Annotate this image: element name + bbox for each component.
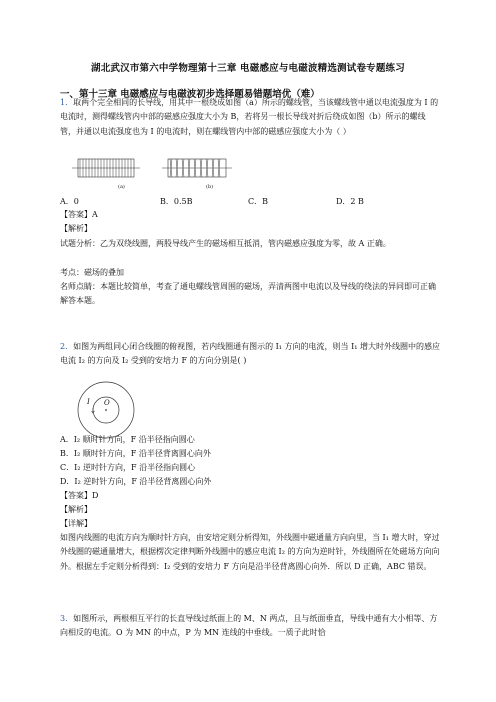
question-1-point: 考点：磁场的叠加 — [60, 268, 124, 277]
question-2-analysis-tag: 【解析】 — [60, 505, 92, 514]
question-1-option-c: C．B — [248, 197, 268, 206]
question-2-text — [60, 340, 440, 369]
question-2-answer: 【答案】D — [60, 491, 99, 500]
question-1-option-a: A．0 — [60, 197, 79, 206]
question-3-body: 如图所示，两根相互平行的长直导线过纸面上的 M、N 两点，且与纸面垂直，导线中通有大小相等、方向相反的电流。O 为 MN 的中点，P 为 MN 连线的中垂线。一质子此时恰 — [60, 614, 438, 638]
question-1-number: 1． — [60, 98, 74, 107]
figure-b-label: (b) — [206, 184, 214, 190]
document-title: 湖北武汉市第六中学物理第十三章 电磁感应与电磁波精选测试卷专题练习 — [91, 63, 405, 74]
section-heading: 一、第十三章 电磁感应与电磁波初步选择题易错题培优（难） — [60, 89, 320, 100]
coil-figure-b — [160, 153, 234, 183]
figure-a-label: (a) — [118, 184, 125, 190]
question-3-number: 3． — [60, 614, 74, 623]
question-1-comment: 名师点睛：本题比较简单，考查了通电螺线管周围的磁场，弄清两图中电流以及导线的绕法的异同即可正确解答本题。 — [60, 282, 436, 306]
coil-figure-a — [70, 153, 142, 183]
question-1-text — [60, 96, 440, 139]
question-2-option-c: C．I₂ 逆时针方向，F 沿半径指向圆心 — [60, 463, 196, 472]
question-2-number: 2． — [60, 342, 74, 351]
question-2-option-a: A．I₂ 顺时针方向，F 沿半径指向圆心 — [60, 435, 195, 444]
question-2-detail-tag: 【详解】 — [60, 519, 92, 528]
question-2-body: 如图为两组同心闭合线圈的俯视图，若内线圈通有图示的 I₁ 方向的电流，则当 I₁ 增大时外线圈中的感应电流 I₂ 的方向及 I₂ 受到的安培力 F 的方向分别是( ) — [60, 342, 440, 366]
question-1-option-b: B．0.5B — [160, 197, 193, 206]
question-1-analysis: 试题分析：乙为双绕线圈，两股导线产生的磁场相互抵消，管内磁感应强度为零，故 A 正确。 — [60, 239, 391, 248]
question-1-body: 取两个完全相同的长导线，用其中一根绕成如图（a）所示的螺线管，当该螺线管中通以电流强度为 I 的电流时，测得螺线管内中部的磁感应强度大小为 B，若将另一根长导线对折后绕成如图（b）所示的螺线管，并通以电流强度也为 I 的电流时，则在螺线管内中部的磁感应强度大小为（ ） — [60, 98, 439, 136]
question-3-text — [60, 612, 440, 641]
question-2-detail: 如图内线圈的电流方向为顺时针方向，由安培定则分析得知，外线圈中磁通量方向向里，当 I₁ 增大时，穿过外线圈的磁通量增大，根据楞次定律判断外线圈中的感应电流 I₂ 的方向为逆时针，外线圈所在处磁场方向向外。根据左手定则分析得到：I₂ 受到的安培力 F 方向是沿半径背离圆心向外．所以 D 正确，ABC 错误。 — [60, 533, 440, 571]
question-1-analysis-tag: 【解析】 — [60, 224, 92, 233]
question-1-option-d: D．2 B — [336, 197, 364, 206]
center-label-o: O — [104, 399, 110, 407]
current-label-i: I — [87, 398, 90, 406]
question-1-answer: 【答案】A — [60, 210, 98, 219]
question-2-option-b: B．I₂ 顺时针方向，F 沿半径背离圆心向外 — [60, 449, 211, 458]
question-2-option-d: D．I₂ 逆时针方向，F 沿半径背离圆心向外 — [60, 477, 212, 486]
